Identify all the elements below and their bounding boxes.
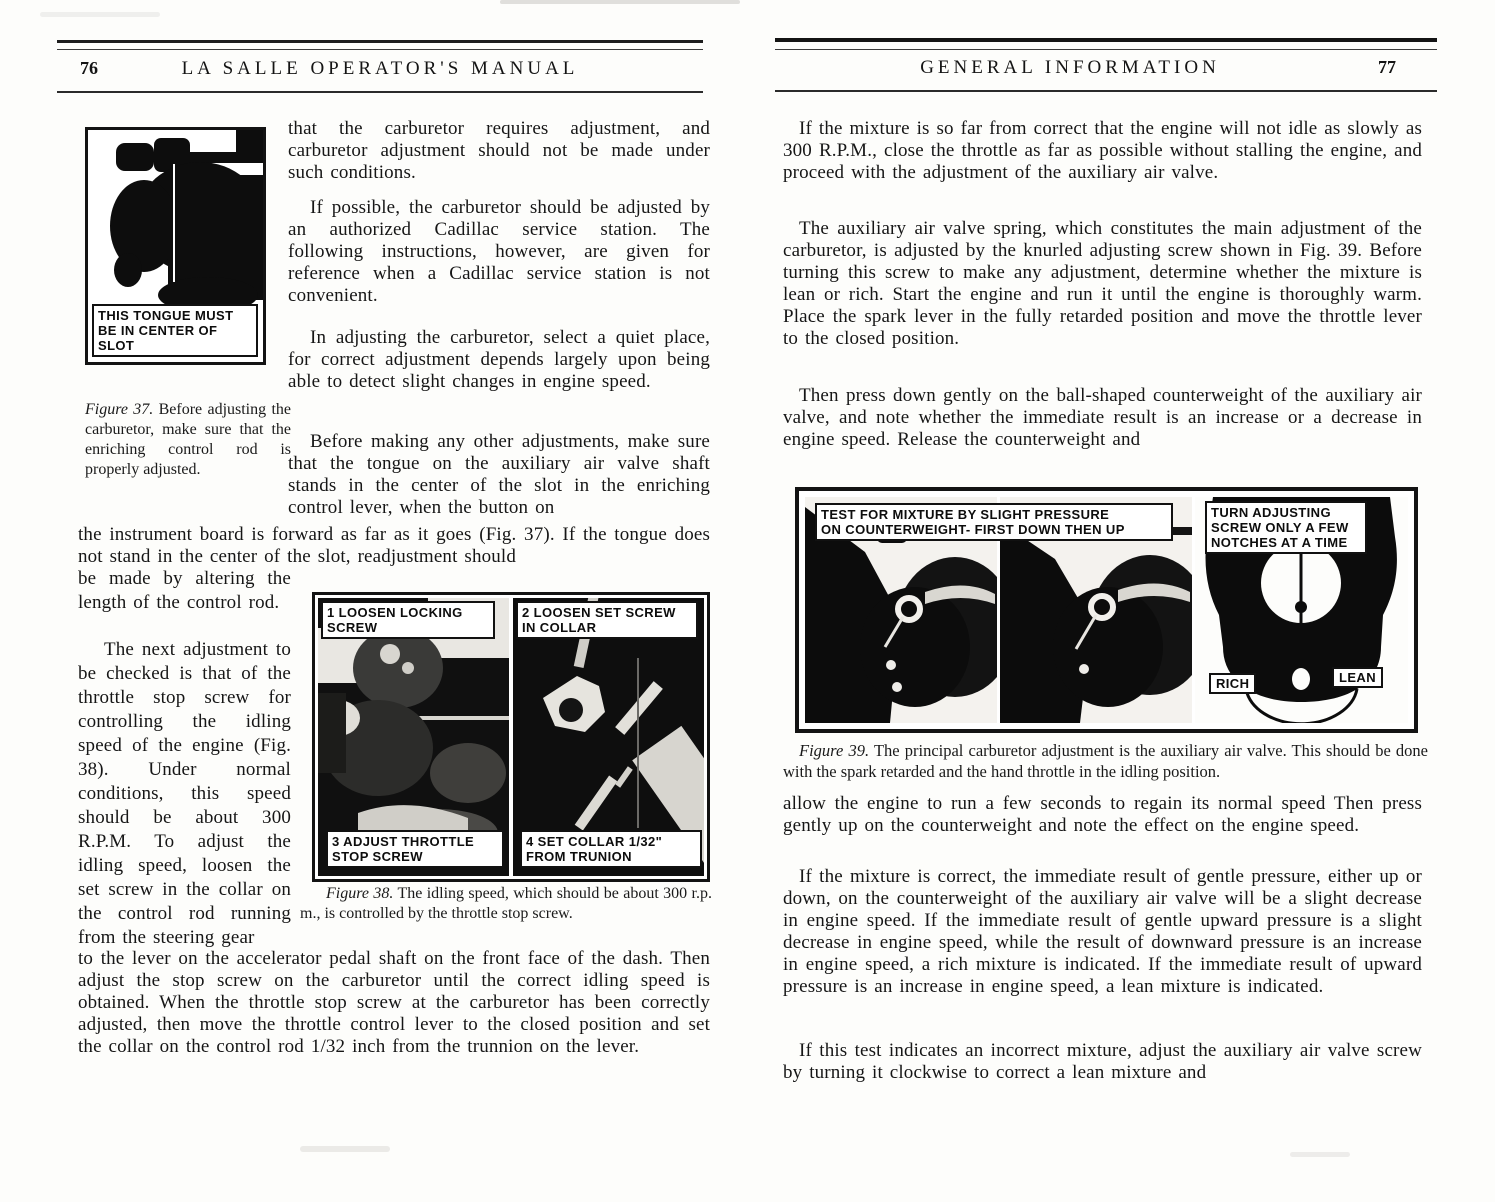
left-header-top-rule (57, 40, 703, 50)
paragraph: The next adjustment to be checked is that of the throttle stop screw for controlling the idling speed of the engine (Fig. 38). Under normal conditions, this speed should be about 300 R.P.M. To adjust the idling speed, loosen the set screw in the collar on the control rod running from the steering gear (78, 639, 291, 948)
figure-39-caption (783, 740, 1428, 782)
figure-37-caption-lead: Figure 37. (85, 401, 154, 418)
right-page-title: GENERAL INFORMATION (920, 57, 1220, 78)
scan-artifact (500, 0, 740, 4)
figure-38-caption-lead: Figure 38. (326, 885, 394, 902)
left-page-number: 76 (80, 58, 98, 78)
paragraph: If this test indicates an incorrect mixture, adjust the auxiliary air valve screw by turning it clockwise to correct a lean mixture and (783, 1040, 1422, 1083)
right-header-top-rule (775, 38, 1437, 50)
figure-37-caption (85, 400, 291, 480)
paragraph: that the carburetor requires adjustment, and carburetor adjustment should not be made under such conditions. (288, 118, 710, 183)
figure-39-rich-label: RICH (1209, 673, 1256, 694)
paragraph: In adjusting the carburetor, select a quiet place, for correct adjustment depends largely upon being able to detect slight changes in engine speed. (288, 327, 710, 392)
paragraph: If possible, the carburetor should be adjusted by an authorized Cadillac service station. The following instructions, however, are given for reference when a Cadillac service station is not convenient. (288, 197, 710, 306)
figure-39-label-left-line2: ON COUNTERWEIGHT- FIRST DOWN THEN UP (821, 522, 1125, 537)
paragraph: the instrument board is forward as far as it goes (Fig. 37). If the tongue does not stand in the center of the slot, readjustment should (78, 524, 710, 567)
paragraph: Before making any other adjustments, make sure that the tongue on the auxiliary air valve shaft stands in the center of the slot in the enriching control lever, when the button on (288, 431, 710, 518)
figure-38-label-2: 2 LOOSEN SET SCREW IN COLLAR (516, 601, 698, 639)
figure-39-label-right: TURN ADJUSTING SCREW ONLY A FEW NOTCHES AT A TIME (1205, 501, 1367, 554)
figure-39-caption-lead: Figure 39. (799, 741, 870, 760)
scan-artifact (1290, 1152, 1350, 1157)
scan-artifact (40, 12, 160, 17)
paragraph: be made by altering the length of the control rod. (78, 568, 291, 613)
paragraph: allow the engine to run a few seconds to regain its normal speed Then press gently up on the counterweight and note the effect on the engine speed. (783, 793, 1422, 836)
figure-38 (312, 592, 710, 882)
figure-39-caption-text: The principal carburetor adjustment is the auxiliary air valve. This should be done with the spark retarded and the hand throttle in the idling position. (783, 741, 1429, 781)
figure-39-lean-label: LEAN (1332, 667, 1383, 688)
figure-38-label-1: 1 LOOSEN LOCKING SCREW (321, 601, 495, 639)
figure-37 (85, 127, 266, 365)
figure-39 (795, 487, 1418, 733)
paragraph: to the lever on the accelerator pedal shaft on the front face of the dash. Then adjust the stop screw on the carburetor until the correct idling speed is obtained. When the throttle stop screw at the carburetor has been correctly adjusted, then move the throttle control lever to the closed position and set the collar on the control rod 1/32 inch from the trunnion on the lever. (78, 948, 710, 1057)
figure-38-caption (300, 884, 712, 924)
figure-39-label-left-line1: TEST FOR MIXTURE BY SLIGHT PRESSURE (821, 507, 1110, 522)
paragraph: The auxiliary air valve spring, which constitutes the main adjustment of the carburetor, is adjusted by the knurled adjusting screw shown in Fig. 39. Before turning this screw to make any adjustment, determine whether the mixture is lean or rich. Start the engine and run it until the engine is thoroughly warm. Place the spark lever in the fully retarded position and move the throttle lever to the closed position. (783, 218, 1422, 349)
figure-39-label-left (815, 503, 1173, 541)
figure-38-label-3: 3 ADJUST THROTTLE STOP SCREW (326, 830, 504, 868)
scan-artifact (300, 1146, 390, 1152)
figure-37-image (88, 130, 263, 322)
right-header-bottom-rule (775, 90, 1437, 92)
figure-37-label: THIS TONGUE MUST BE IN CENTER OF SLOT (92, 304, 258, 357)
left-header-bottom-rule (57, 91, 703, 93)
figure-38-caption-text: The idling speed, which should be about 300 r.p. m., is controlled by the throttle stop screw. (300, 885, 712, 922)
paragraph: If the mixture is so far from correct that the engine will not idle as slowly as 300 R.P.M., close the throttle as far as possible without stalling the engine, and proceed with the adjustment of the auxiliary air valve. (783, 118, 1422, 183)
left-page-title: LA SALLE OPERATOR'S MANUAL (181, 58, 579, 79)
figure-38-label-4: 4 SET COLLAR 1/32" FROM TRUNION (520, 830, 702, 868)
paragraph: Then press down gently on the ball-shaped counterweight of the auxiliary air valve, and note whether the immediate result is an increase or a decrease in engine speed. Release the counterweight and (783, 385, 1422, 450)
paragraph: If the mixture is correct, the immediate result of gentle pressure, either up or down, on the counterweight of the auxiliary air valve will be a slight decrease in engine speed. If the immediate result of gentle upward pressure is a slight decrease in engine speed, while the result of downward pressure is an increase in engine speed, a rich mixture is indicated. If the immediate result of upward pressure is an increase in engine speed, a lean mixture is indicated. (783, 866, 1422, 997)
right-page-number: 77 (1378, 57, 1396, 77)
figure-37-caption-text: Before adjusting the carburetor, make sure that the enriching control rod is properly adjusted. (85, 401, 291, 478)
